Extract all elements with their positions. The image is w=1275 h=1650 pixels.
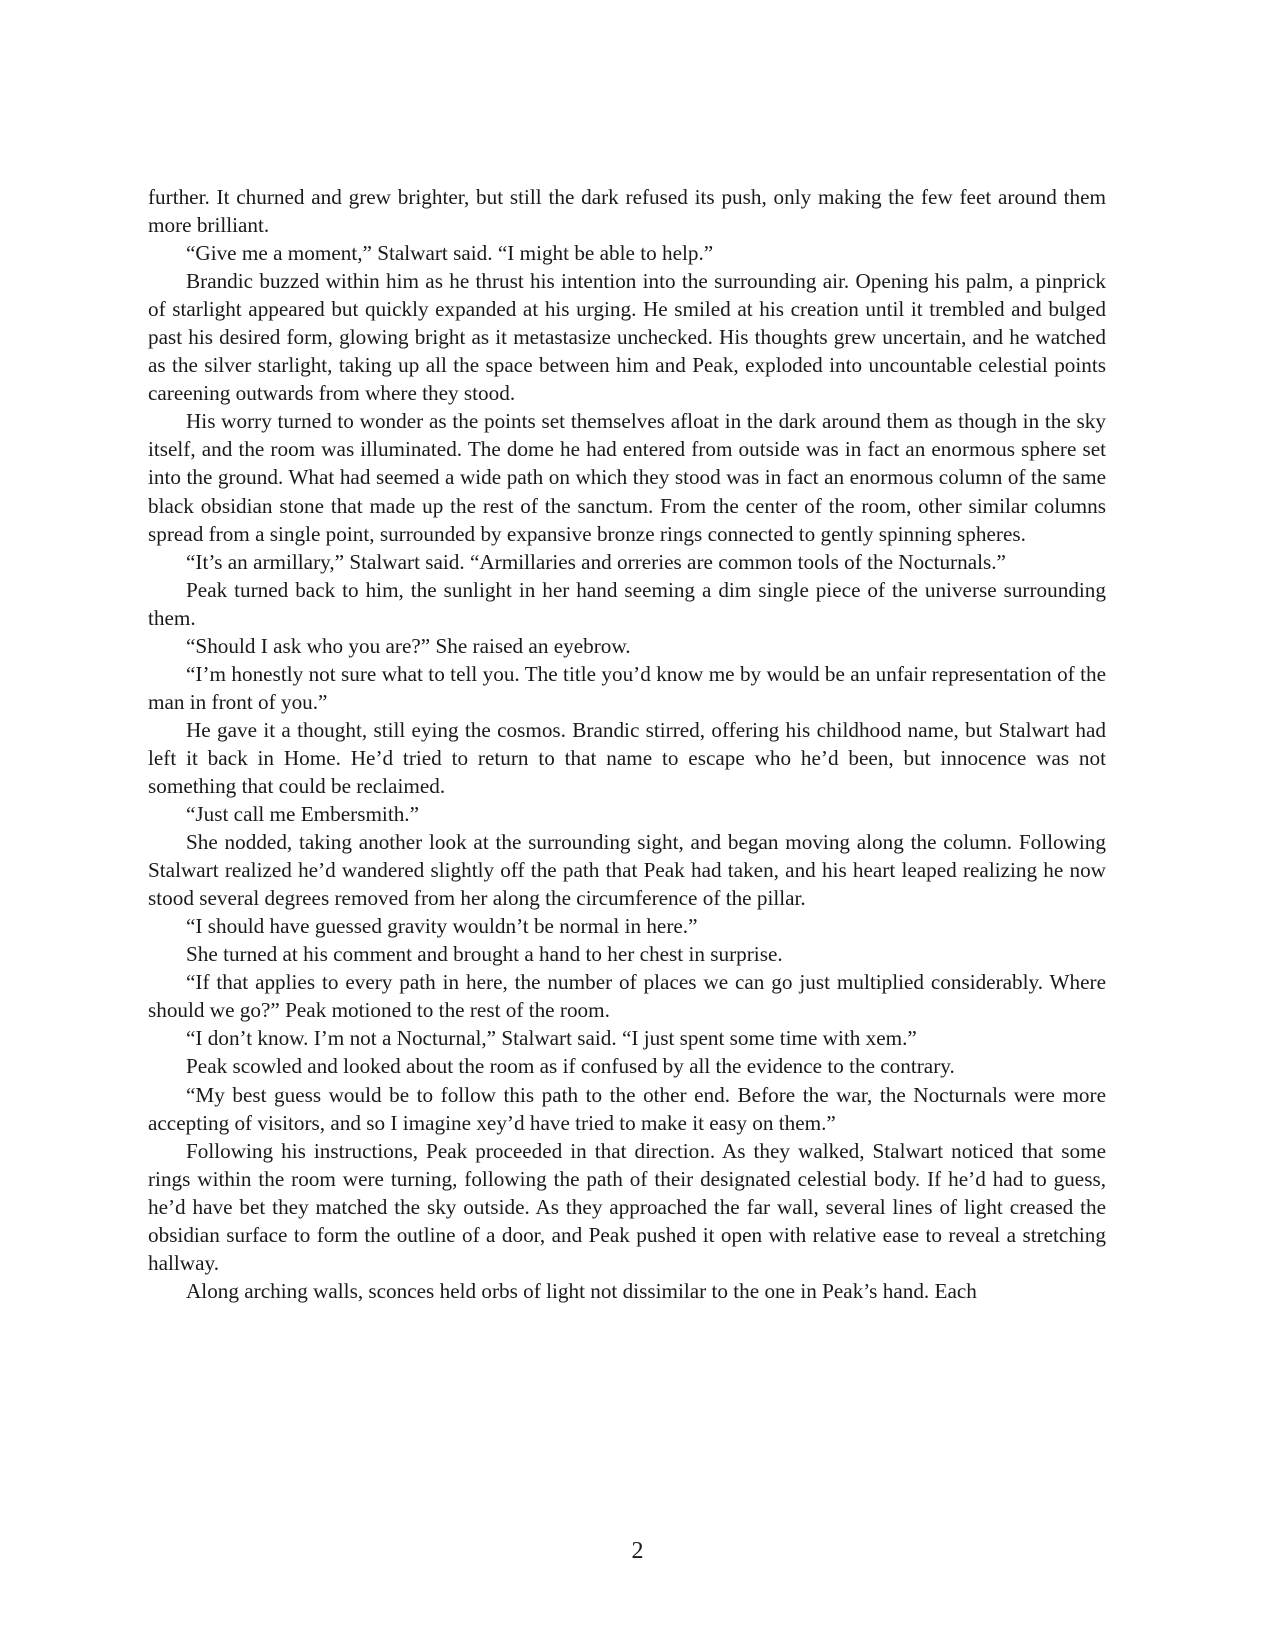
body-text (148, 183, 1106, 1305)
paragraph: Along arching walls, sconces held orbs of light not dissimilar to the one in Peak’s hand. Each (186, 1278, 977, 1303)
paragraph: “If that applies to every path in here, the number of places we can go just multiplied considerably. Where should we go?” Peak motioned to the rest of the room. (148, 970, 1106, 1023)
paragraph: “I should have guessed gravity wouldn’t be normal in here.” (186, 914, 698, 939)
paragraph: Peak turned back to him, the sunlight in her hand seeming a dim single piece of the universe surrounding them. (148, 577, 1106, 630)
paragraph: “Should I ask who you are?” She raised an eyebrow. (186, 633, 631, 658)
paragraph: Peak scowled and looked about the room as if confused by all the evidence to the contrary. (186, 1054, 955, 1079)
paragraph: Brandic buzzed within him as he thrust his intention into the surrounding air. Opening his palm, a pinprick of starlight appeared but quickly expanded at his urging. He smiled at his creation until it trembled and bulged past his desired form, glowing bright as it metastasize unchecked. His thoughts grew uncertain, and he watched as the silver starlight, taking up all the space between him and Peak, exploded into uncountable celestial points careening outwards from where they stood. (148, 269, 1106, 406)
paragraph: “My best guess would be to follow this path to the other end. Before the war, the Nocturnals were more accepting of visitors, and so I imagine xey’d have tried to make it easy on them.” (148, 1082, 1106, 1135)
paragraph: further. It churned and grew brighter, but still the dark refused its push, only making the few feet around them more brilliant. (148, 185, 1106, 238)
paragraph: “It’s an armillary,” Stalwart said. “Armillaries and orreries are common tools of the Nocturnals.” (186, 549, 1006, 574)
paragraph: His worry turned to wonder as the points set themselves afloat in the dark around them as though in the sky itself, and the room was illuminated. The dome he had entered from outside was in fact an enormous sphere set into the ground. What had seemed a wide path on which they stood was in fact an enormous column of the same black obsidian stone that made up the rest of the sanctum. From the center of the room, other similar columns spread from a single point, surrounded by expansive bronze rings connected to gently spinning spheres. (148, 409, 1106, 546)
paragraph: “I don’t know. I’m not a Nocturnal,” Stalwart said. “I just spent some time with xem.” (186, 1026, 917, 1051)
paragraph: Following his instructions, Peak proceeded in that direction. As they walked, Stalwart noticed that some rings within the room were turning, following the path of their designated celestial body. If he’d had to guess, he’d have bet they matched the sky outside. As they approached the far wall, several lines of light creased the obsidian surface to form the outline of a door, and Peak pushed it open with relative ease to reveal a stretching hallway. (148, 1138, 1106, 1275)
paragraph: He gave it a thought, still eying the cosmos. Brandic stirred, offering his childhood name, but Stalwart had left it back in Home. He’d tried to return to that name to escape who he’d been, but innocence was not something that could be reclaimed. (148, 717, 1106, 798)
paragraph: “Give me a moment,” Stalwart said. “I might be able to help.” (186, 241, 714, 266)
paragraph: She nodded, taking another look at the surrounding sight, and began moving along the column. Following Stalwart realized he’d wandered slightly off the path that Peak had taken, and his heart leaped realizing he now stood several degrees removed from her along the circumference of the pillar. (148, 830, 1106, 911)
paragraph: “I’m honestly not sure what to tell you. The title you’d know me by would be an unfair representation of the man in front of you.” (148, 661, 1106, 714)
paragraph: “Just call me Embersmith.” (186, 802, 420, 827)
page-number: 2 (631, 1538, 644, 1564)
paragraph: She turned at his comment and brought a hand to her chest in surprise. (186, 942, 783, 967)
